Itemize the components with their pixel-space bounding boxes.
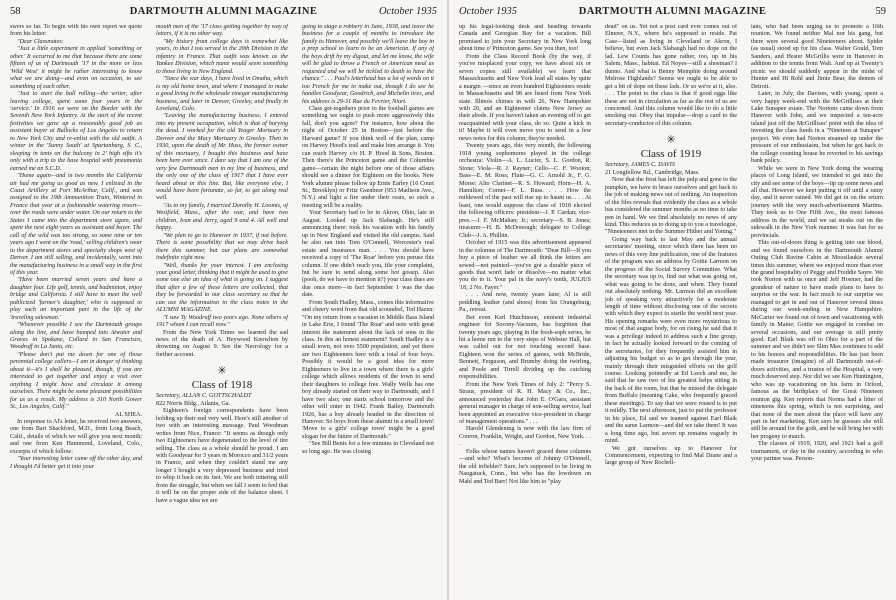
paragraph: "Well, thanks for your interest. I am enclosing your good letter, thinking that it might be used to give some one else an idea of what is going on. I suggest that after a few of these letters are collected, that they be forwarded to our class secretary so that he can use the information in the class notes in the ALUMNI MAGAZINE. (156, 262, 288, 314)
paragraph: "Just to start the ball rolling—the writer, after leaving college, spent some four years in the 'service.' In 1916 we were on the Border with the Seventh New York Infantry. At the start of the recent festivities we gave up a reasonably good job as assistant buyer at Bullocks of Los Angeles to return to New York City and re-enlist with the old outfit. A winter in the 'Sunny South' at Spartanburg, S. C., sleeping in tents on the balcony in 2' high sifts it's only with a trip to the base hospital with pneumonia earned me an S.C.D. (10, 91, 142, 172)
section-divider-icon: ✳ (666, 134, 676, 147)
paragraph: Going way back to last May and the annual secretaries' meeting, since which there has been no news of this very line publication, one of the features of the program was an address by Gottie Larmon on the progress of the Social Survey Committee. What the secretary was up to, find out what was going on, what was going to be done, and when. They found out absolutely nothing. Mr. Larmon did an excellent job of speaking very attractively for a moderate length of time without disclosing one of the secrets with which they expect to startle the world next year. His opening remarks were even more mysterious to most of that august body, for on rising he said that it was a privilege indeed to address such a fine group, in fact he actually looked forward to the coming of the secretaries, for they frequently assisted him in adjusting his budget so as to get through the year, mainly through their misguided efforts on the golf course. Looking pointedly at Ed Leech and me, he said that he saw two of his greatest helps sitting in the back of the room, but that he missed the delegate from Buffalo (meaning Cake, who frequently graced these meetings). To say that we were roused is to put it mildly. The next afternoon, just to put the professor in his place, Ed and we teamed against Earl Blaik and the same Larmon—and did we take them! It was a long time ago, but seven up remains vaguely in mind. (605, 236, 737, 445)
issue-date: October 1935 (459, 6, 518, 17)
paragraph: up his legal-looking desk and heading towards Canada and Georgian Bay for a vacation. Bill promised to join your Secretary in New York long about time o' Princeton game. See you then, too! (459, 24, 591, 53)
signature: AL SHEA. (114, 411, 142, 418)
paragraph: "Please don't put me down for one of those perennial college callers—I am in danger of thinking about it—it's I shall be pleased, though, if you are interested to get together and enjoy a visit over anything I might have and circulate it among ourselves. There might be some pleasant possibilities for us as a result. My address is 310 North Gower St., Los Angeles, Calif." (10, 351, 142, 411)
paragraph: This out-of-doors thing is getting into our blood, and we found ourselves in the Dartmouth Alumni Outing Club Ravine Cabin at Moosilaukie several times this summer, where we enjoyed more than ever the grand hospitality of Peggy and Freddie Sayre. We took Norton with us once and Jeff Hosmer, had the grandeur of nature to have made plans to have to surprise or the war. In fact much to our surprise we managed to get in and out of Hanover several times during our week-ending in New Hampshire. McCarter we found out of town and vacationing with family in Maine; Gottie we engaged in combat on several occasions, and our average is still pretty good. Earl Blaik was off to Ohio for a part of the summer and we didn't see Slim Max continues to add to his honors and responsibilities. He has just been made treasurer (imagine) of all Dartmouth out-of-doors activities, and a trustee of the Hospital, a very much deserved step. Nor did we see Ken Huntington, who was up vacationing on his farm in Orford, famous as the birthplace of the Great Nineteen reunion gig. Ken reports that Norma had a litter of nineteens this spring, which is not surprising, and that none of the men about the place will have any part in her marketing. Ken says he guesses she will still be around for the goth, and he will bring her with her progeny to march. (751, 240, 883, 440)
right-page (449, 0, 896, 600)
paragraph: "My history from college days is somewhat like yours, in that I too served in the 20th Division in the infantry in France. That outfit was known as the Yankee Division, which name would seem something to those living in New England. (156, 38, 288, 75)
paragraph: In response to Al's letter, he received two answers, one from Bart Shackford, M.D., from Long Beach, Calif., details of which we will give you next month; and one from Ken Hammond, Loveland, Colo., excerpts of which follow: (10, 419, 142, 455)
magazine-title: DARTMOUTH ALUMNI MAGAZINE (578, 6, 767, 17)
secretary-address: 21 Longfellow Rd., Cambridge, Mass. (605, 169, 700, 176)
paragraph: "We plan to go to Hanover in 1937, if not before. There is some possibility that we may drive back there this summer, but our plans are somewhat indefinite right now. (156, 232, 288, 262)
column-1 (459, 24, 591, 596)
issue-date: October 1935 (378, 6, 437, 17)
paragraph: Class get-togethers prior to the football games are something we ought to push more aggressively this fall, don't you agree? For instance, how about the night of October 25 in Boston—just before the Harvard game? If you think well of the plan, camp on Harvey Hood's trail and make him arrange it. You can reach Harvey c/o H. P. Hood & Sons, Boston. Then there's the Princeton game and the Columbia game—certain the night before one of those affairs should see a dinner for Eighteen on the books. New York alumni please follow up Ernie Earley (16 Court St., Brooklyn) or Fritz Gsenbeer (953 Madison Ave., N.Y.) and light a fire under their rears, so such a meeting will be a reality. (302, 105, 434, 209)
paragraph: . . . And now, twenty years later, Al is still peddling leather (and shoes) from his Orangeburg, Pa., retreat. (459, 292, 591, 314)
paragraph: going to stage a robbery in June, 1938, and leave the business for a couple of months to introduce the family to Hanover, and possibly we'll leave the boy in a prep school to learn to be an American. If any of the boys drift by my digout, and let me know, the wife will be glad to throw a French or American meal as requested and we will be tickled to death to have the chance." . . . Paul's letterhead has a lot of words on it too French for me to make out, though I do see he handles Goodyear, Goodrich, and Michelin tires, and his address is 29-31 Rue du Fevrier, Niort. (302, 24, 434, 105)
paragraph: Folks whose names haven't graced these columns—and who? What's become of Johnny O'Donnell, the old infielder? Sure, he's supposed to be living in Naugatuck, Conn., but who has the lowdown on Mahl and Ted Barr! Not like him to "play (459, 448, 591, 485)
section-divider-icon: ✳ (217, 365, 227, 378)
paragraph: mouth men of the '17 class getting together by way of letters, if it is no other way. (156, 24, 288, 38)
column-3 (302, 24, 434, 596)
paragraph: "Home again—and in two months the California air had me going as good as new. I enlisted in the Coast Artillery at Fort McArthur, Calif., and was assigned to the 19th Ammunition Train, Wintered in France that year at a fashionable watering resort—over the roads were under water. On our return to the States I came into the department store again, and spent the next eight years as assistant and buyer. The call of the wild was too strong, so some nine or ten years ago I went on the 'road,' selling children's wear to the department stores and specialty shops west of Denver. I am still selling, and incidentally, went into the manufacturing business in a small way in the first of this year. (10, 173, 142, 276)
paragraph: From South Hadley, Mass., comes this informative and cheery word from that old scoundrel, Ted Hazen: "On my return from a vacation in Middle Bass Island in Lake Erie, I found 'The Roar' and note with great interest the statement about the lack of sons in the class. In this an honest statement? South Hadley is a small town, not over 5500 population, and yet there are two Eighteeners here with a total of four boys. Possibly it would be a good idea for more Eighteeners to live in a town where there is a girls' college which allows residents of the town to send their daughters to college free. Wally Wells has one boy already started on their way to Dartmouth, and I have two also; one starts school tomorrow and the other will enter in 1942. Frank Bailey, Dartmouth 1926, has a boy already headed in the direction of Hanover. So boys from these alumni in a small town! 'Move to a girls' college town' might be a good slogan for the future of Dartmouth." (302, 299, 434, 440)
column-2 (605, 24, 737, 596)
paragraph: "See Bill Benis for a few minutes in Cleveland not so long ago. He was closing (302, 441, 434, 455)
paragraph: "As to my family, I married Dorothy H. Loomis, of Westfield, Mass., after the war, and have two children, Ivan and Jerry, aged 9 and 4. All well and happy. (156, 202, 288, 232)
paragraph: We got ourselves up to Hanover for Commencement, expecting to find Mal Drane and a large group of New Rochell- (605, 445, 737, 467)
section-heading: Class of 1918 (191, 379, 253, 392)
column-3 (751, 24, 883, 596)
paragraph: From the Class Record Book (by the way, if you've misplaced your copy, we have about six or seven copies still available) we learn that Massachusetts and New York lead all states by quite a margin —since an even hundred Eighteeners reside in Massachusetts and 98 are listed from New York state. Illinois chimes in with 26, New Hampshire with 20, and an Eighteener claims New Jersey as their abode. If you haven't taken an evening off to get reacquainted with your class, do so. Quite a kick in it! Maybe it will even move you to send in a few news notes for this column; they're needed. (459, 53, 591, 142)
section-heading: Class of 1919 (640, 148, 702, 161)
paragraph: Eighteen's foreign correspondents have been holding up their end very well. Here's still another of two with an interesting message. Paul Woodman writes from Nice, France: "It seems as though only two Eighteeners have degenerated to the level of tire selling. The class as a whole should be proud. I am with Goodyear for 3 years in Morocco and 31/2 years in France, and when they couldn't stand me any longer I bought a very depressed business and tried to whip it back on its feet. We are both tottering still from the struggle, but when we fall I seem to feel that it will be on the proper side of the balance sheet. I have a vague idea we are (156, 408, 288, 504)
paragraph: From the New York Times we learned the sad news of the death of A. Heywood Knowlton by drowning on August 9. See the Necrology for a further account. (156, 329, 288, 358)
column-1 (10, 24, 142, 596)
paragraph: ians, who had been urging us to promote a 16th reunion. We found neither Mal nor his gang, but there were several good Nineteeners about. Spider (as usual) stood up for his class. Walter Gould, Tom Sanders, and Hester McGrillis were in Hanover in addition to the tennis from Walt. And up at Twenty's picnic we should suddenly appear in the midst of Hunter and Hi Rohl and Jimie Bear, the demon of Detroit. (751, 24, 883, 90)
page-number: 58 (10, 6, 21, 17)
paragraph: "Whenever possible I see the Dartmouth groups along the line, and have bumped into Atwater and Graves in Spokane, Collard in San Francisco, Woodruff in La Junta, etc. (10, 322, 142, 351)
paragraph: While we were in New York doing the wearing places of Long Island, we intended to get into the city and see some of the boys—tip up some news and all that. However we kept putting it off until a rainy day, and it never rained. We did get in on the return journey with the very much-advertisement Martins. They took us to One Fifth Ave., the most famous address in the world, and we sat steaks out on the sidewalk in the New York manner. It was fun for us provincials. (751, 165, 883, 239)
paragraph: Bet even Karl Hutchinson, eminent industrial engineer for Socony-Vacuum, has forgotten that twenty years ago, playing in the fresh-soph series, he hit a home run to the very steps of Webster Hall, but was called out for not touching second base. Eighteen won the series of games, with McBride, Bennett, Ferguson, and Brumby doing the twirling, and Poole and Tirrell dividing up the catching responsibilities. (459, 314, 591, 381)
paragraph: Harold Glendening is now with the law firm of Conron, Franklin, Wright, and Gordon, New York. . . . (459, 426, 591, 448)
paragraph: Now that the frost has left the pulp and gone to the pumpkin, we have to brace ourselves and get back to the job of making news out of nothing. An inspection of the files reveals that evidently the class as a whole has considered the summer months as no time to take pen in hand. We we find absolutely no news of any kind. This reduces us to doing up to you a travelogue, "Nineteeners met in the Summer Hither and Yoning." (605, 177, 737, 236)
column-2 (156, 24, 288, 596)
paragraph: "Have been married seven years and have a daughter four. Life golf, tennis, and badminton, enjoy bridge and California. I still have to meet the well publicized 'farmer's daughter,' who is supposed to play such an important part in the life of the 'traveling salesman.' (10, 277, 142, 321)
paragraph: October of 1915 was this advertisement appeared in the columns of The Dartmouth: "Dear Bill—If you buy a piece of leather we all think the letters are sewed—not painted—you've got a durable piece of goods that won't fade or dissolve—no matter what you do to it. Your pal in the navy's tenth, JULIUS '18, 2 No. Fayer." (459, 240, 591, 291)
paragraph: swers so far. To begin with his own report we quote from his letter: (10, 24, 142, 38)
paragraph: "Dear Classmates: (17, 38, 64, 45)
page-number: 59 (875, 6, 886, 17)
secretary-address: 822 Norris Bldg., Atlanta, Ga. (156, 400, 231, 407)
secretary-line: Secretary, JAMES C. DAVIS (605, 162, 675, 169)
paragraph: dead" on us. Yet not a post card ever comes out of Elmore, N.Y., where he's supposed to reside. Pat Case—listed as living in Cleveland or Akron, I believe, but even Jack Slabaugh had no dope on the lad. Lew Counts has gone rather, too, up in his Salem, Mass., habitat. Ed Noyes—still a shoeman? I dunno. And what is Benny Memphie doing around Melrose Highlands? Seems we ought to be able to get a bit of dope on these lads. Or so we're at it, also. . . . The point to the class is that if good eggs like these are not in circulation as far as the rest of us are concerned. And this column would like to do a little smoking out. Obey that impulse—drop a card to the secretary-conductor of this column. (605, 24, 737, 127)
paragraph: The classes of 1919, 1920, and 1921 had a golf tournament, or day in the country, according to who your partner was. Person- (751, 441, 883, 463)
left-page (0, 0, 447, 600)
paragraph: "Your interesting letter came off the other day, and I thought I'd better get it into your (10, 456, 142, 470)
secretary-line: Secretary, ALLAN C. GOTTSCHALDT (156, 393, 252, 400)
paragraph: Your Secretary had to be in Akron, Ohio, late in August. Looked up Jack Slabaugh. He's still announcing there: took his vacation with his family up in New England and visited the old campus. Said he also ran into Tom O'Connell, Worcester's real estate and insurance man. . . . You should have received a copy of 'The Roar' before you peruse this column. If one didn't reach you, file your complaint, but be sure to send along some hot gossip. Also (pooh, do we have to mention it?) your class dues are due once more—in fact September 1 was the due date. (302, 210, 434, 299)
paragraph: Later, in July, the Davises, with young, spent a very happy week-end with the McGrillises at their Lake Sunapee estate. The Nortons came down from Hanover with John, and we inspected a ten-acre island just off the McGrillises' point with the idea of investing the class funds in a "Nineteen at Sunapee" project. We even had Norton steamed up under the pressure of our enthusiasm, but when he got back to the college counting house he reverted to his savings bank policy. (751, 91, 883, 165)
paragraph: "Leaving the manufacturing business, I entered into my present occupation, which is that of burying the dead. I worked for the old Yeager Mortuary in Denver and the Macy Mortuary in Greeley. Then in 1930, upon the death of Mr. Huss, the former owner of this mortuary, I bought this business and have been here ever since. I dare say that I am one of the very few Dartmouth men in my line of business, and the only one of the class of 1917 that I have ever heard about in this line. But, like everyone else, I would have been fortunate, so far, to get along real well. (156, 113, 288, 202)
paragraph: Twenty years ago, this very month, the following 1918 young sophomores played in the college orchestra: Violin—A. L. Lucier, S. L. Gordon, R. Stone; Viola—R. J. Rayner; Cello—C. F. Wooton; Bass—E. M. Ross; Flute—G. C. Arnold Jr., F. G. Morse; Alto Clarinet—R. S. Howard; Horn—H. A. Hamilton; Cornet—F. L. Russ. . . . How the mildewed of the past will rise up to haunt us. . . . At least, one would suppose the class of 1918 elected the following officers: president—J. P. Cardan; vice-pres.—J. F. McMahan; Jr.; secretary—S. B. Jones; treasurer—H. B. McDonough; delegate to College Club—J. A. Philbin. (459, 143, 591, 239)
paragraph: "Since the war days, I have lived in Omaha, which is my old home town, and where I managed to make a good living in the wholesale vinegar manufacturing business, and later in Denver, Greeley, and finally in Loveland, Colo. (156, 76, 288, 112)
magazine-title: DARTMOUTH ALUMNI MAGAZINE (129, 6, 318, 17)
paragraph: From the New York Times of July 2: "Percy S. Straus, president of R. H. Macy & Co., Inc., announced yesterday that John E. O'Gara, assistant general manager in charge of non-selling service, had been appointed an executive vice-president in charge of management operations." . . . (459, 381, 591, 426)
paragraph: "Just a little experiment in applied 'something or other.' It occurred to me that because there are some fifteen of us of Dartmouth '17 in the more or less 'Wild West' it might be rather interesting to know what we are doing—and even on occasion, to see something of each other. (10, 46, 142, 90)
paragraph: "I saw Ty Woodruff two years ago. None others of 1917 whom I can recall now." (156, 314, 288, 329)
page-header (10, 6, 437, 22)
page-header (459, 6, 886, 22)
